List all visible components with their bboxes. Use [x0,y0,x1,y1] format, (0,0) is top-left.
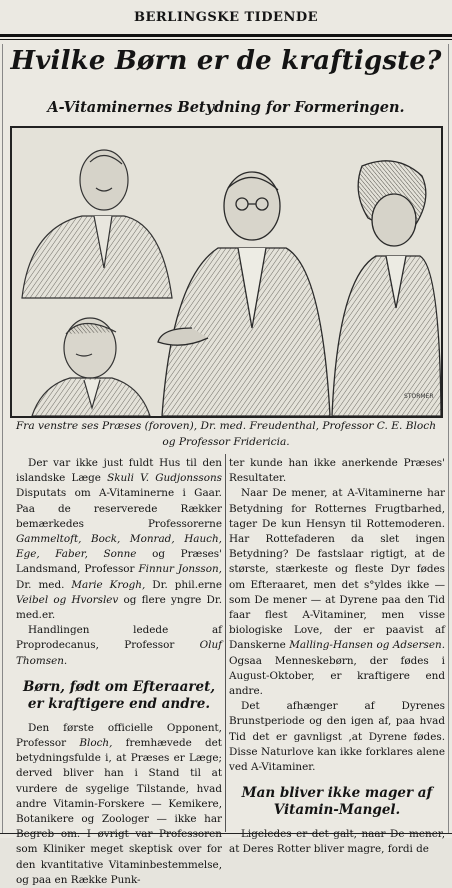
caption-line-1: Fra venstre ses Præses (foroven), Dr. med. Freudenthal, Professor C. E. Bloch [15,420,437,432]
article-headline: Hvilke Børn er de kraftigste? [10,46,442,76]
page-bottom-rule [0,833,452,834]
paragraph-opponent: Den første officielle Opponent, Professor Bloch, fremhævede det betydningsfulde i, at Præses er Læge; derved bliver han i Stand til at vurdere de sygelige Tilstande, hvad andre Vitamin-Forskere — Kemikere, Botanikere og Zoologer — ikke har Begreb om. I øvrigt var Professoren som Kliniker meget skeptisk over for den kvantitative Vitaminbestemmelse, og paa en Række Punk- [16,721,222,886]
paragraph-intro: Der var ikke just fuldt Hus til den islandske Læge Skuli V. Gudjonssons Disputats om A-Vitaminerne i Gaar. Paa de reserverede Rækker bemærkedes Professorerne Gammeltoft, Bock, Monrad, Hauch, Ege, Faber, Sonne og Præses' Landsmand, Professor Finnur Jonsson, Dr. med. Marie Krogh, Dr. phil.erne Veibel og Hvorslev og flere yngre Dr. med.er. [16,457,223,622]
paragraph-rats: Ligeledes er det galt, naar De mener, at Deres Rotter bliver magre, fordi de [229,828,445,856]
left-column [16,456,222,888]
photo-caption [8,418,444,450]
paragraph-fertility: Naar De mener, at A-Vitaminerne har Betydning for Rotternes Frugtbarhed, tager De kun Hensyn til Rottemoderen. Har Rottefaderen da slet ingen Betydning? De fastslaar rigtigt, at de største, stærkeste og fleste Dyr fødes om Efteraaret, men det s°yldes ikke — som De mener — at Dyrene paa den Tid faar flest A-Vitaminer, men visse biologiske Love, der er paavist af Danskerne Malling-Hansen og Adsersen. Ogsaa Menneskebørn, der fødes i August-Oktober, er kraftigere end andre. [229,487,445,698]
illustration-signature: STORMER [404,393,434,400]
right-column [229,456,445,858]
masthead-rule-thin [0,39,452,40]
section-heading-autumn: Børn, født om Efteraaret, er kraftigere end andre. [22,678,216,712]
page-edge-right [448,44,449,834]
paragraph-natural-laws: Det afhænger af Dyrenes Brunstperiode og den igen af, paa hvad Tid det er gavnligst ,at Dyrene fødes. Disse Naturlove kan ikke forklares alene ved A-Vitaminer. [229,700,445,774]
paragraph-chair: Handlingen ledede af Proprodecanus, Professor Oluf Thomsen. [16,624,222,667]
newspaper-masthead: BERLINGSKE TIDENDE [133,10,319,25]
page-edge-left [2,44,3,834]
article-subheadline: A-Vitaminernes Betydning for Formeringen. [47,99,405,116]
paragraph-continuation: ter kunde han ikke anerkende Præses' Resultater. [229,457,445,485]
column-divider [225,454,226,832]
sketch-drawing [12,128,441,416]
masthead-rule [0,34,452,37]
section-heading-not-thin: Man bliver ikke mager af Vitamin-Mangel. [241,785,433,819]
illustration [10,126,443,418]
caption-line-2: og Professor Fridericia. [162,436,290,448]
